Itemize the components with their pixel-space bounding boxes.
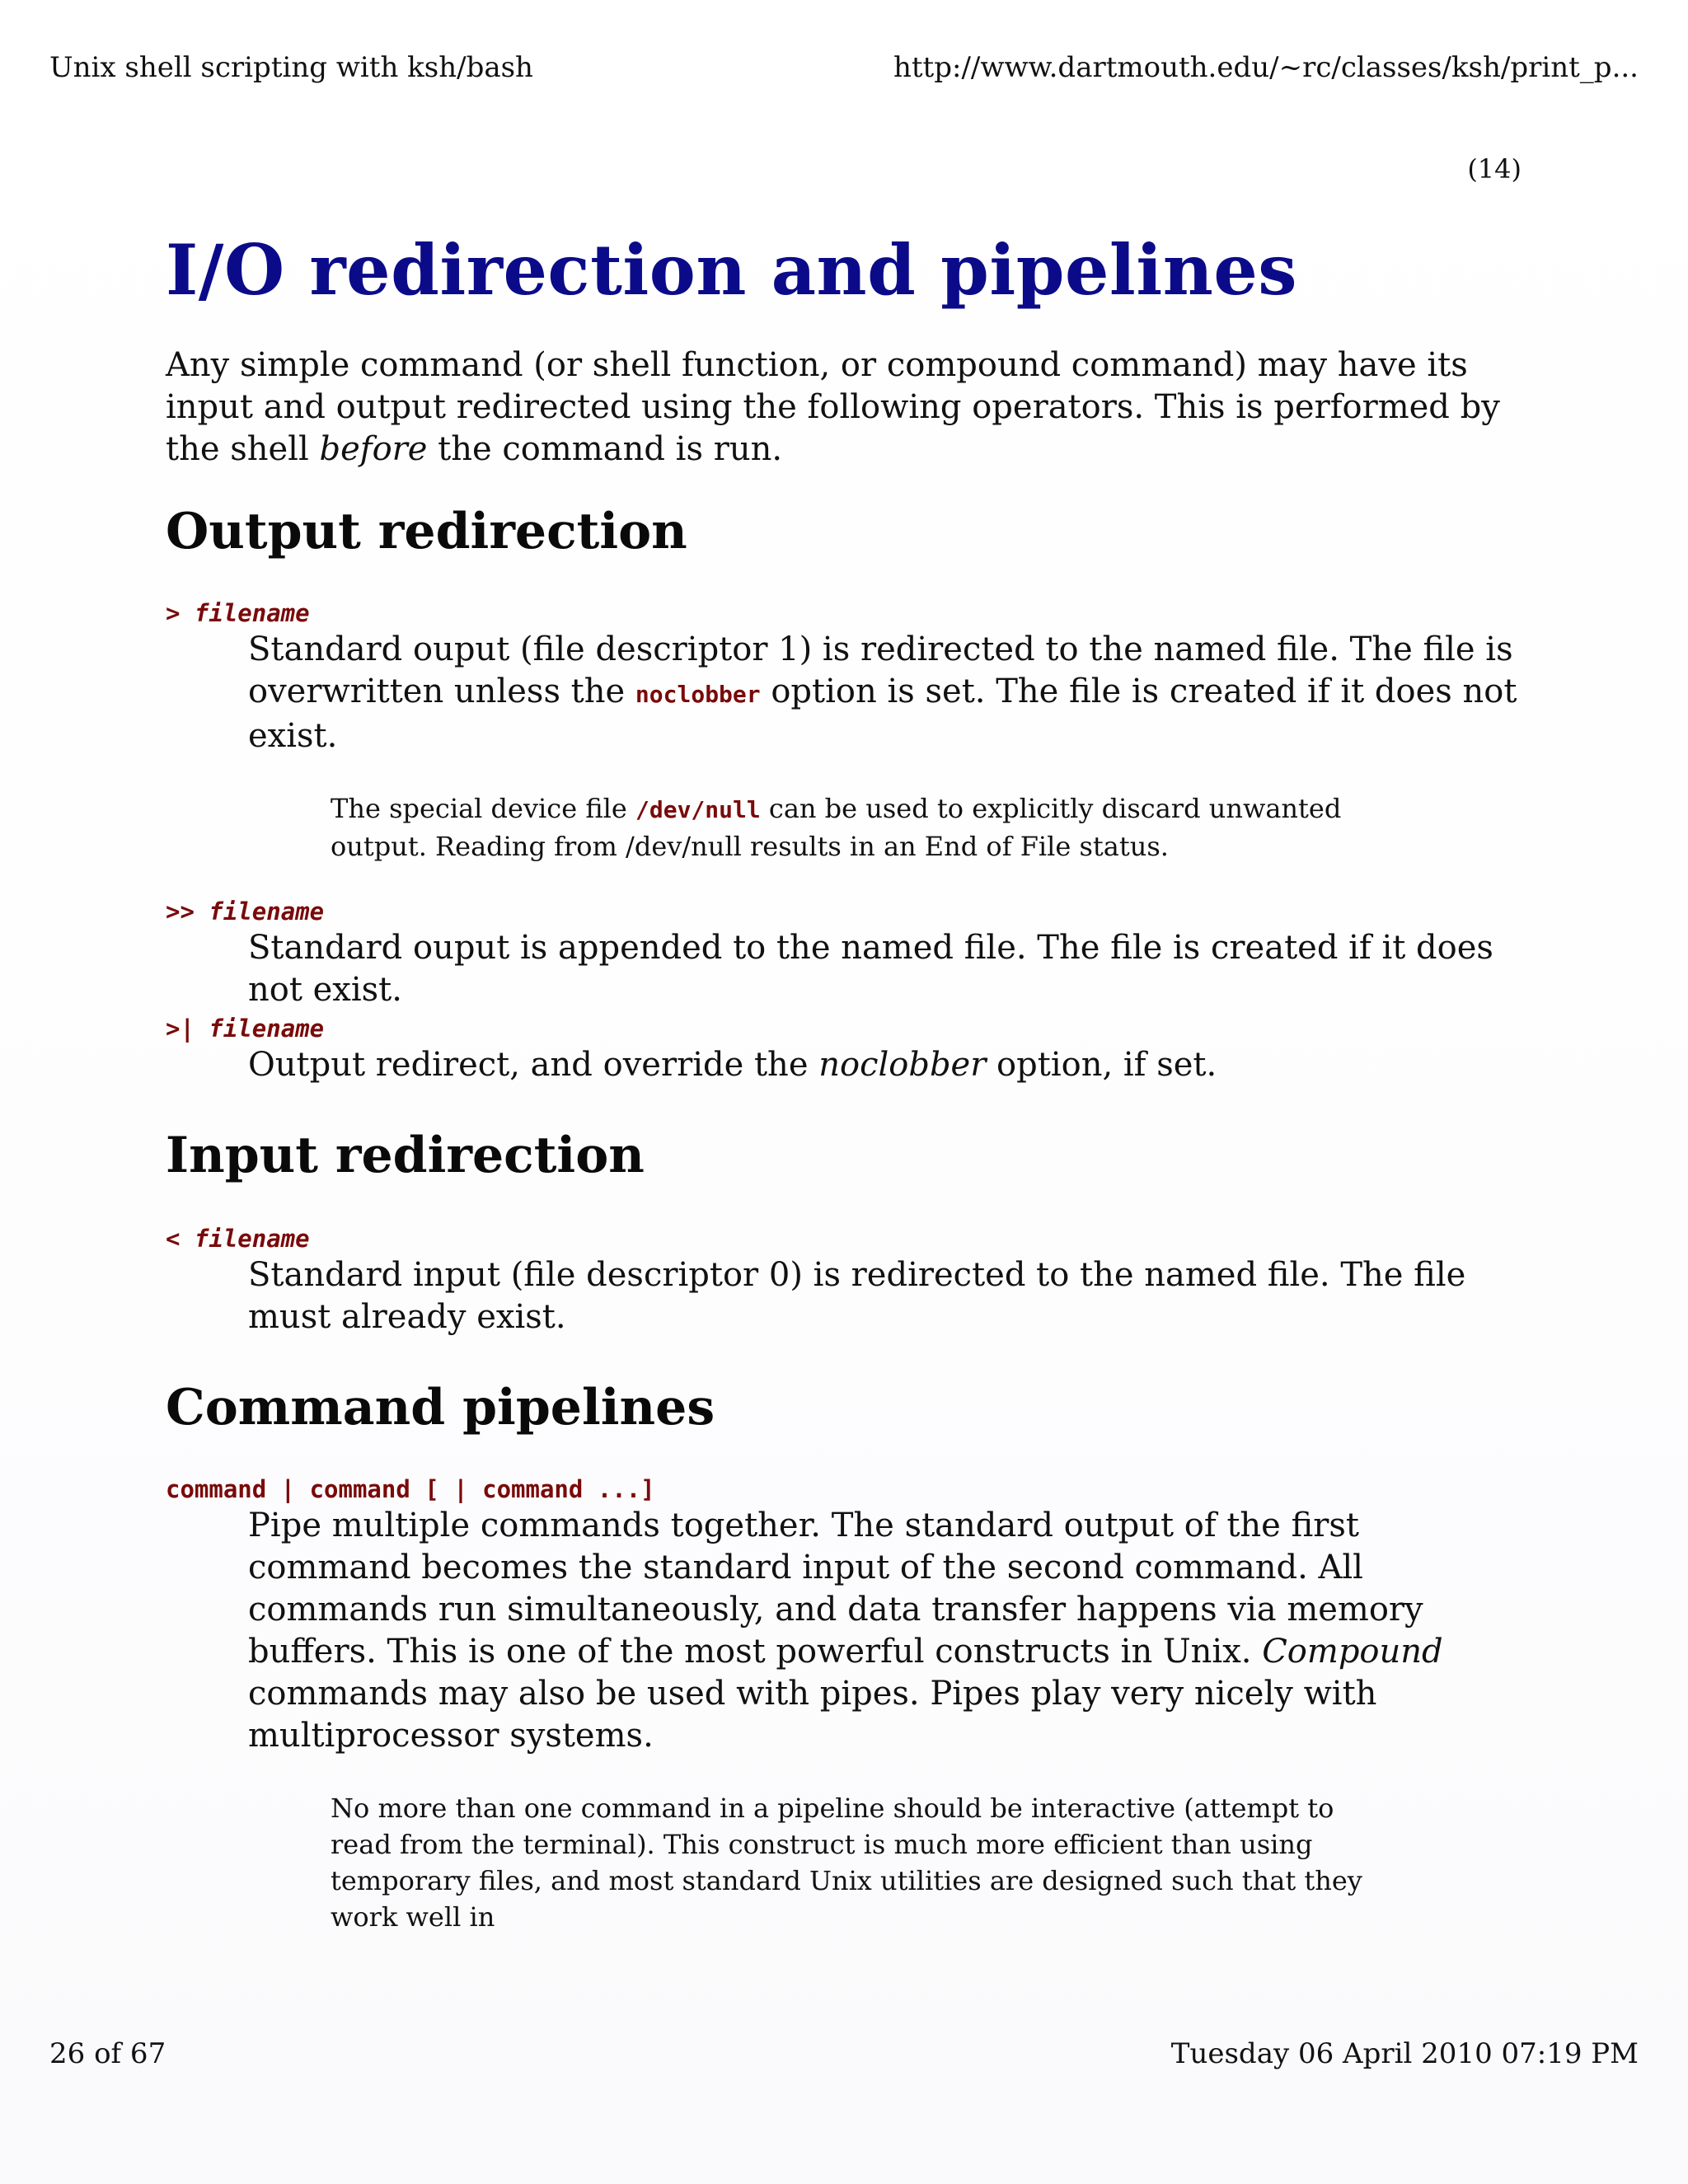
page-title: I/O redirection and pipelines	[166, 229, 1298, 311]
pipeline-note: No more than one command in a pipeline should be interactive (attempt to read from the terminal). This construct is much more efficient than using temporary files, and most standard Unix utilities are designed such that they work well in	[331, 1793, 1362, 1933]
page-content	[166, 221, 1526, 1935]
output-redirection-list	[166, 598, 1526, 1086]
noclobber-code: noclobber	[635, 681, 761, 708]
append-operator-term	[166, 896, 1526, 927]
overwrite-operator: >	[166, 599, 195, 627]
append-operator-description: Standard ouput is appended to the named file. The file is created if it does not exist.	[248, 929, 1493, 1009]
dev-null-code: /dev/null	[635, 796, 761, 823]
print-footer-page-count: 26 of 67	[49, 2037, 166, 2070]
intro-paragraph	[166, 344, 1526, 471]
pipeline-desc-text-2: commands may also be used with pipes. Pipes play very nicely with multiprocessor systems.	[248, 1675, 1377, 1755]
dev-null-note-text-1: The special device file	[331, 793, 635, 824]
print-header-title: Unix shell scripting with ksh/bash	[49, 51, 533, 84]
input-redirection-heading: Input redirection	[166, 1127, 645, 1184]
command-pipelines-heading: Command pipelines	[166, 1379, 715, 1436]
slide-number: (14)	[1467, 153, 1522, 185]
overwrite-desc-text-2: option is set. The file is created if it does not exist.	[248, 673, 1517, 755]
force-overwrite-operator-term	[166, 1013, 1526, 1044]
force-overwrite-desc-text-2: option, if set.	[986, 1046, 1217, 1084]
append-operator: >>	[166, 898, 209, 926]
dev-null-note	[331, 790, 1377, 865]
pipeline-description	[248, 1505, 1526, 1757]
noclobber-emphasis: noclobber	[818, 1046, 987, 1084]
pipeline-desc-text-1: Pipe multiple commands together. The standard output of the first command becomes the standard input of the second command. All commands run simultaneously, and data transfer happens via memory buffers. This is one of the most powerful constructs in Unix.	[248, 1507, 1423, 1671]
intro-text-1: Any simple command (or shell function, or compound command) may have its input and output redirected using the following operators. This is performed by the shell	[166, 346, 1500, 468]
print-header-url: http://www.dartmouth.edu/~rc/classes/ksh/print_p...	[893, 51, 1639, 84]
append-operator-arg: filename	[209, 898, 325, 926]
overwrite-operator-term	[166, 598, 1526, 629]
print-footer-timestamp: Tuesday 06 April 2010 07:19 PM	[1170, 2037, 1639, 2070]
input-operator-description: Standard input (file descriptor 0) is redirected to the named file. The file must already exist.	[248, 1256, 1466, 1336]
intro-emphasis: before	[319, 430, 428, 468]
intro-text-2: the command is run.	[427, 430, 783, 468]
compound-emphasis: Compound	[1262, 1633, 1443, 1671]
force-overwrite-operator-arg: filename	[209, 1015, 325, 1043]
input-operator-term	[166, 1223, 1526, 1254]
overwrite-operator-description	[248, 629, 1526, 757]
overwrite-operator-arg: filename	[194, 599, 310, 627]
output-redirection-heading: Output redirection	[166, 503, 687, 560]
dev-null-note-text-2: can be used to explicitly discard unwanted output. Reading from /dev/null results in an End of File status.	[331, 793, 1342, 862]
force-overwrite-operator-description	[248, 1044, 1526, 1086]
pipeline-syntax: command | command [ | command ...]	[166, 1475, 655, 1503]
input-operator: <	[166, 1225, 195, 1253]
overwrite-desc-text-1: Standard ouput (file descriptor 1) is redirected to the named file. The file is overwritten unless the	[248, 630, 1513, 710]
force-overwrite-desc-text-1: Output redirect, and override the	[248, 1046, 819, 1084]
command-pipelines-list	[166, 1474, 1526, 1935]
input-operator-arg: filename	[194, 1225, 310, 1253]
input-redirection-list	[166, 1223, 1526, 1338]
force-overwrite-operator: >|	[166, 1015, 209, 1043]
